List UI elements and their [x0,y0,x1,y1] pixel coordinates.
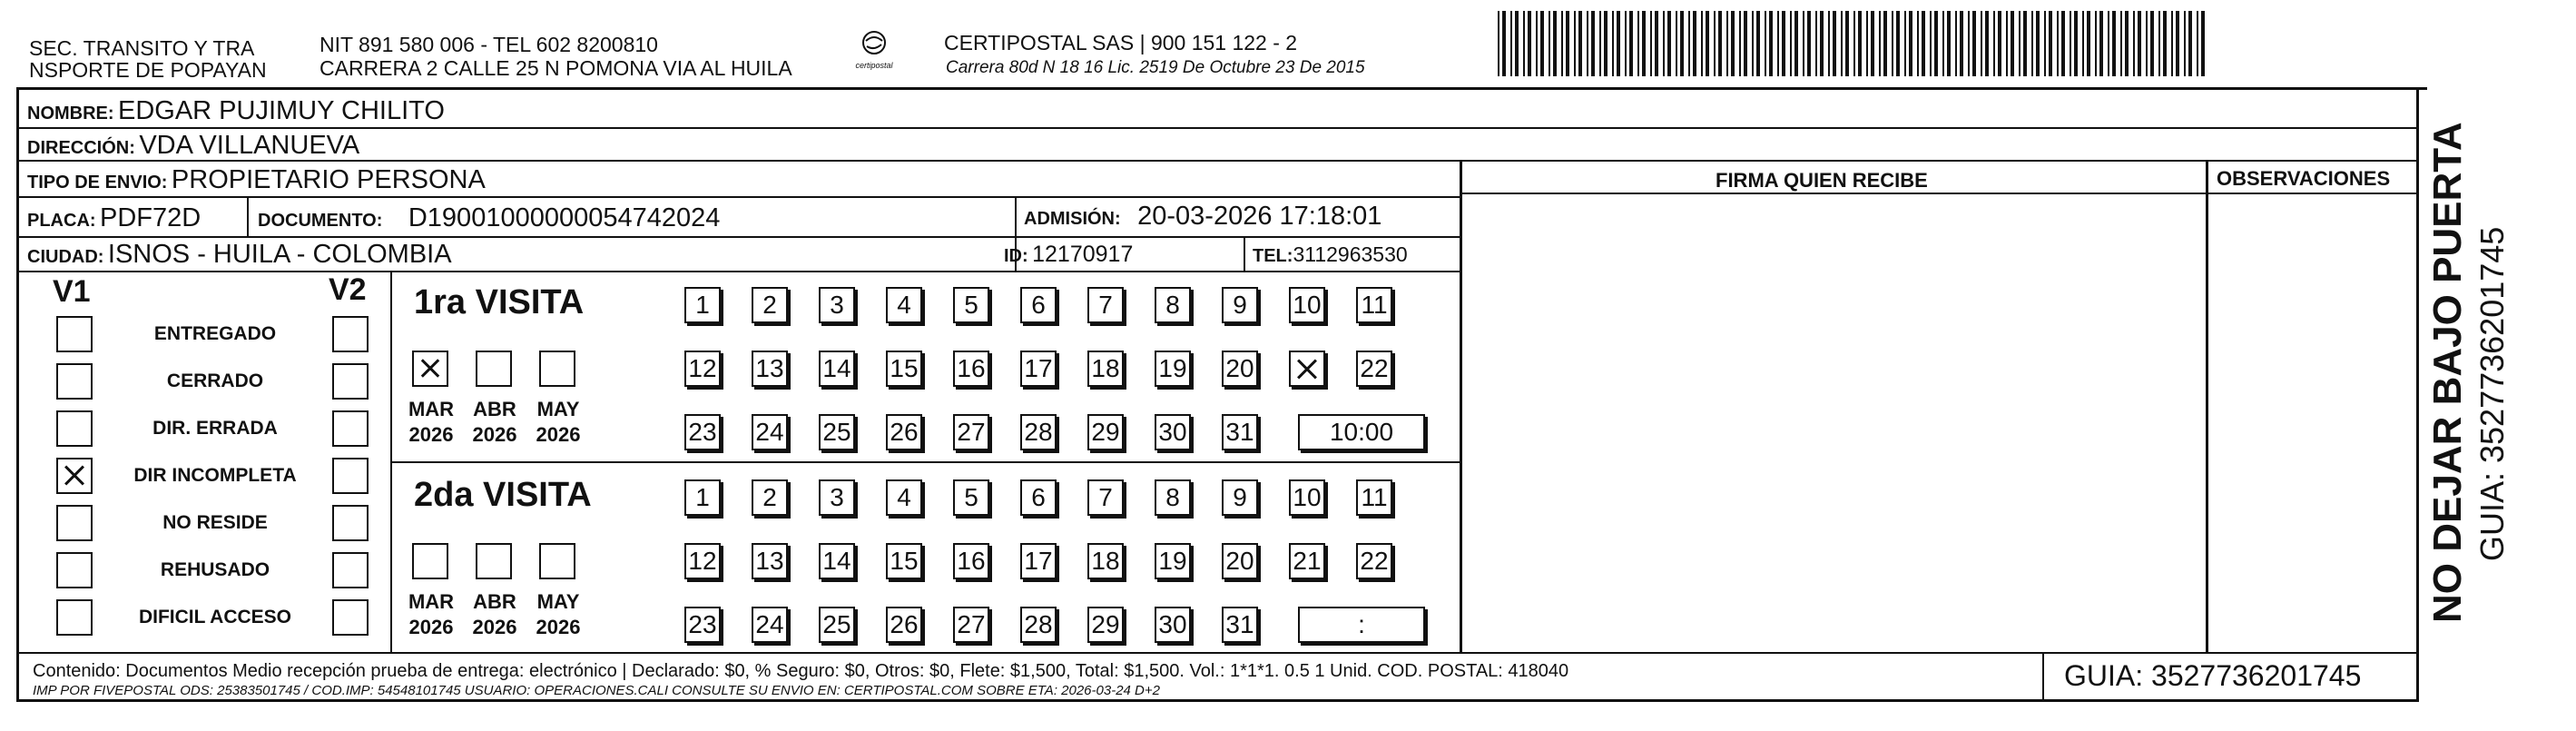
visit-1-day-14[interactable]: 14 [819,351,855,387]
visit-1-month-checkbox-may[interactable] [539,351,575,387]
visit-2-day-23[interactable]: 23 [684,607,721,643]
status-label-cerrado: CERRADO [166,370,264,391]
visit-2-day-10[interactable]: 10 [1289,479,1325,516]
visit-1-day-29[interactable]: 29 [1087,414,1124,450]
ciudad-value: ISNOS - HUILA - COLOMBIA [107,240,452,269]
visit-2-day-17[interactable]: 17 [1020,543,1057,579]
visit-divider [390,461,1461,463]
visit-1-day-21[interactable] [1289,351,1325,387]
status-label-no-reside: NO RESIDE [162,512,268,533]
footer-content-line: Contenido: Documentos Medio recepción prueba de entrega: electrónico | Declarado: $0, % Seguro: $0, Otros: $0, Flete: $1,500, Total: $1,500. Vol.: 1*1*1. 0.5 1 Unid. COD. POSTAL: 418040 [33,661,1569,681]
visit-2-day-13[interactable]: 13 [752,543,788,579]
direccion-value: VDA VILLANUEVA [139,131,360,160]
visit-2-day-25[interactable]: 25 [819,607,855,643]
visit-1-day-6[interactable]: 6 [1020,287,1057,323]
visit-1-day-24[interactable]: 24 [752,414,788,450]
v2-checkbox-dir-incompleta[interactable] [332,458,369,494]
admision-field [1024,200,1381,237]
logo-text: certipostal [855,61,893,70]
documento-label: DOCUMENTO: [258,211,383,231]
frame-top [16,87,2427,90]
visit-1-day-5[interactable]: 5 [953,287,989,323]
visit-1-day-2[interactable]: 2 [752,287,788,323]
barcode-image [1498,11,2206,76]
status-label-entregado: ENTREGADO [153,323,277,344]
visit-1-day-4[interactable]: 4 [886,287,922,323]
tipo-envio-field [27,163,486,201]
id-value: 12170917 [1032,242,1134,267]
placa-label: PLACA: [27,211,96,231]
visit-1-day-25[interactable]: 25 [819,414,855,450]
visit-1-day-22[interactable]: 22 [1356,351,1392,387]
org-name-line2: NSPORTE DE POPAYAN [29,58,267,82]
visit-2-day-21[interactable]: 21 [1289,543,1325,579]
footer-line [16,652,2419,654]
footer-guia-box: GUIA: 3527736201745 [2064,659,2362,692]
firma-header: FIRMA QUIEN RECIBE [1716,169,1928,192]
visit-1-day-19[interactable]: 19 [1155,351,1191,387]
v2-checkbox-dificil-acceso[interactable] [332,599,369,636]
visit-1-day-13[interactable]: 13 [752,351,788,387]
visit-2-month-label: MAY [536,590,580,613]
documento-field [258,202,720,239]
visit-2-day-30[interactable]: 30 [1155,607,1191,643]
nombre-value: EDGAR PUJIMUY CHILITO [118,96,445,125]
visit-1-day-16[interactable]: 16 [953,351,989,387]
direccion-field [27,129,359,166]
visit-2-month-checkbox-abr[interactable] [476,543,512,579]
v2-checkbox-dir-errada[interactable] [332,410,369,447]
tel-label: TEL: [1253,246,1293,266]
ciudad-field [27,238,452,275]
visit-1-day-15[interactable]: 15 [886,351,922,387]
visit-1-day-26[interactable]: 26 [886,414,922,450]
visit-2-year-label: 2026 [472,616,517,638]
visit-2-day-31[interactable]: 31 [1222,607,1258,643]
visit-2-day-26[interactable]: 26 [886,607,922,643]
ciudad-label: CIUDAD: [27,247,104,267]
frame-left [16,87,19,701]
visit-2-day-12[interactable]: 12 [684,543,721,579]
visit-2-year-label: 2026 [408,616,454,638]
v1-label: V1 [53,274,91,309]
visit-1-year-label: 2026 [408,423,454,446]
placa-divider [247,198,249,236]
visit-1-year-label: 2026 [472,423,517,446]
tel-field [1253,238,1408,274]
v2-label: V2 [329,272,367,307]
no-dejar-bajo-puerta: NO DEJAR BAJO PUERTA [2425,122,2470,623]
visit-2-day-3[interactable]: 3 [819,479,855,516]
nombre-field [27,94,445,132]
tel-value: 3112963530 [1293,242,1408,266]
v2-checkbox-rehusado[interactable] [332,552,369,588]
side-guia: GUIA: 3527736201745 [2473,226,2511,561]
admision-value: 20-03-2026 17:18:01 [1137,202,1382,231]
certipostal-logo [833,29,915,80]
placa-value: PDF72D [100,203,202,232]
row-line-2 [16,160,2419,162]
tel-divider [1244,238,1245,271]
visit-2-day-20[interactable]: 20 [1222,543,1258,579]
col-firma-left [1460,160,1462,653]
visit-2-year-label: 2026 [536,616,581,638]
visit-2-day-15[interactable]: 15 [886,543,922,579]
visit-1-day-28[interactable]: 28 [1020,414,1057,450]
visit-1-month-label: ABR [473,398,516,420]
observaciones-header: OBSERVACIONES [2217,167,2391,190]
visit-2-day-1[interactable]: 1 [684,479,721,516]
visit-1-day-10[interactable]: 10 [1289,287,1325,323]
visit-2-month-checkbox-mar[interactable] [412,543,448,579]
frame-bottom [16,699,2419,702]
footer-print-line: IMP POR FIVEPOSTAL ODS: 25383501745 / COD.IMP: 54548101745 USUARIO: OPERACIONES.CALI CONSULTE SU ENVIO EN: CERTIPOSTAL.COM SOBRE ETA: 2026-03-24 D+2 [33,683,1160,698]
visit-1-day-31[interactable]: 31 [1222,414,1258,450]
visit-1-day-11[interactable]: 11 [1356,287,1392,323]
documento-value: D19001000000054742024 [408,203,721,232]
visit-2-day-24[interactable]: 24 [752,607,788,643]
visit-1-month-checkbox-abr[interactable] [476,351,512,387]
visit-1-day-18[interactable]: 18 [1087,351,1124,387]
id-field [1004,238,1133,274]
visit-1-day-20[interactable]: 20 [1222,351,1258,387]
visit-1-month-label: MAY [536,398,580,420]
row-line-3b [1460,193,2419,194]
direccion-label: DIRECCIÓN: [27,138,135,158]
frame-right [2416,87,2419,701]
visit-2-day-5[interactable]: 5 [953,479,989,516]
v2-checkbox-no-reside[interactable] [332,505,369,541]
visit-1-title: 1ra VISITA [414,283,585,321]
visit-1-day-7[interactable]: 7 [1087,287,1124,323]
placa-field [27,202,201,239]
visit-2-month-label: MAR [408,590,455,613]
visit-1-day-8[interactable]: 8 [1155,287,1191,323]
status-label-dir-incompleta: DIR INCOMPLETA [133,465,297,486]
visit-2-day-4[interactable]: 4 [886,479,922,516]
visit-1-day-17[interactable]: 17 [1020,351,1057,387]
visit-2-day-22[interactable]: 22 [1356,543,1392,579]
footer-guia-divider [2042,652,2044,701]
visit-1-day-23[interactable]: 23 [684,414,721,450]
nit-line: NIT 891 580 006 - TEL 602 8200810 [320,33,658,56]
visit-1-time-box[interactable]: 10:00 [1298,414,1425,450]
visit-2-day-7[interactable]: 7 [1087,479,1124,516]
visit-2-day-2[interactable]: 2 [752,479,788,516]
status-label-dificil-acceso: DIFICIL ACCESO [138,607,291,627]
org-name-line1: SEC. TRANSITO Y TRA [29,36,255,60]
v2-checkbox-cerrado[interactable] [332,363,369,400]
visit-2-day-11[interactable]: 11 [1356,479,1392,516]
visit-1-day-30[interactable]: 30 [1155,414,1191,450]
v2-checkbox-entregado[interactable] [332,316,369,352]
visit-2-month-checkbox-may[interactable] [539,543,575,579]
id-label: ID: [1004,246,1028,266]
license-line: Carrera 80d N 18 16 Lic. 2519 De Octubre 23 De 2015 [946,58,1365,77]
visit-2-day-28[interactable]: 28 [1020,607,1057,643]
visit-1-day-1[interactable]: 1 [684,287,721,323]
visit-2-day-19[interactable]: 19 [1155,543,1191,579]
visit-1-day-9[interactable]: 9 [1222,287,1258,323]
visit-2-title: 2da VISITA [414,476,592,514]
visit-1-month-checkbox-mar[interactable] [412,351,448,387]
visit-1-month-label: MAR [408,398,455,420]
visit-2-time-box[interactable]: : [1298,607,1425,643]
certipostal-logo-icon [854,29,894,56]
barcode [1498,11,2206,81]
visit-2-day-29[interactable]: 29 [1087,607,1124,643]
address-line: CARRERA 2 CALLE 25 N POMONA VIA AL HUILA [320,56,792,80]
tipo-envio-value: PROPIETARIO PERSONA [171,165,486,194]
visit-2-day-14[interactable]: 14 [819,543,855,579]
visit-2-day-8[interactable]: 8 [1155,479,1191,516]
visit-2-day-6[interactable]: 6 [1020,479,1057,516]
tipo-envio-label: TIPO DE ENVIO: [27,173,168,193]
status-label-rehusado: REHUSADO [160,559,270,580]
visit-2-day-9[interactable]: 9 [1222,479,1258,516]
visit-2-day-18[interactable]: 18 [1087,543,1124,579]
visit-1-day-27[interactable]: 27 [953,414,989,450]
status-label-dir-errada: DIR. ERRADA [152,418,278,439]
admision-label: ADMISIÓN: [1024,209,1121,229]
company-line: CERTIPOSTAL SAS | 900 151 122 - 2 [944,31,1298,54]
col-obs-left [2206,160,2208,653]
visit-1-year-label: 2026 [536,423,581,446]
visit-1-day-3[interactable]: 3 [819,287,855,323]
nombre-label: NOMBRE: [27,104,114,123]
visit-2-day-27[interactable]: 27 [953,607,989,643]
visit-2-day-16[interactable]: 16 [953,543,989,579]
visit-1-day-12[interactable]: 12 [684,351,721,387]
visit-2-month-label: ABR [473,590,516,613]
